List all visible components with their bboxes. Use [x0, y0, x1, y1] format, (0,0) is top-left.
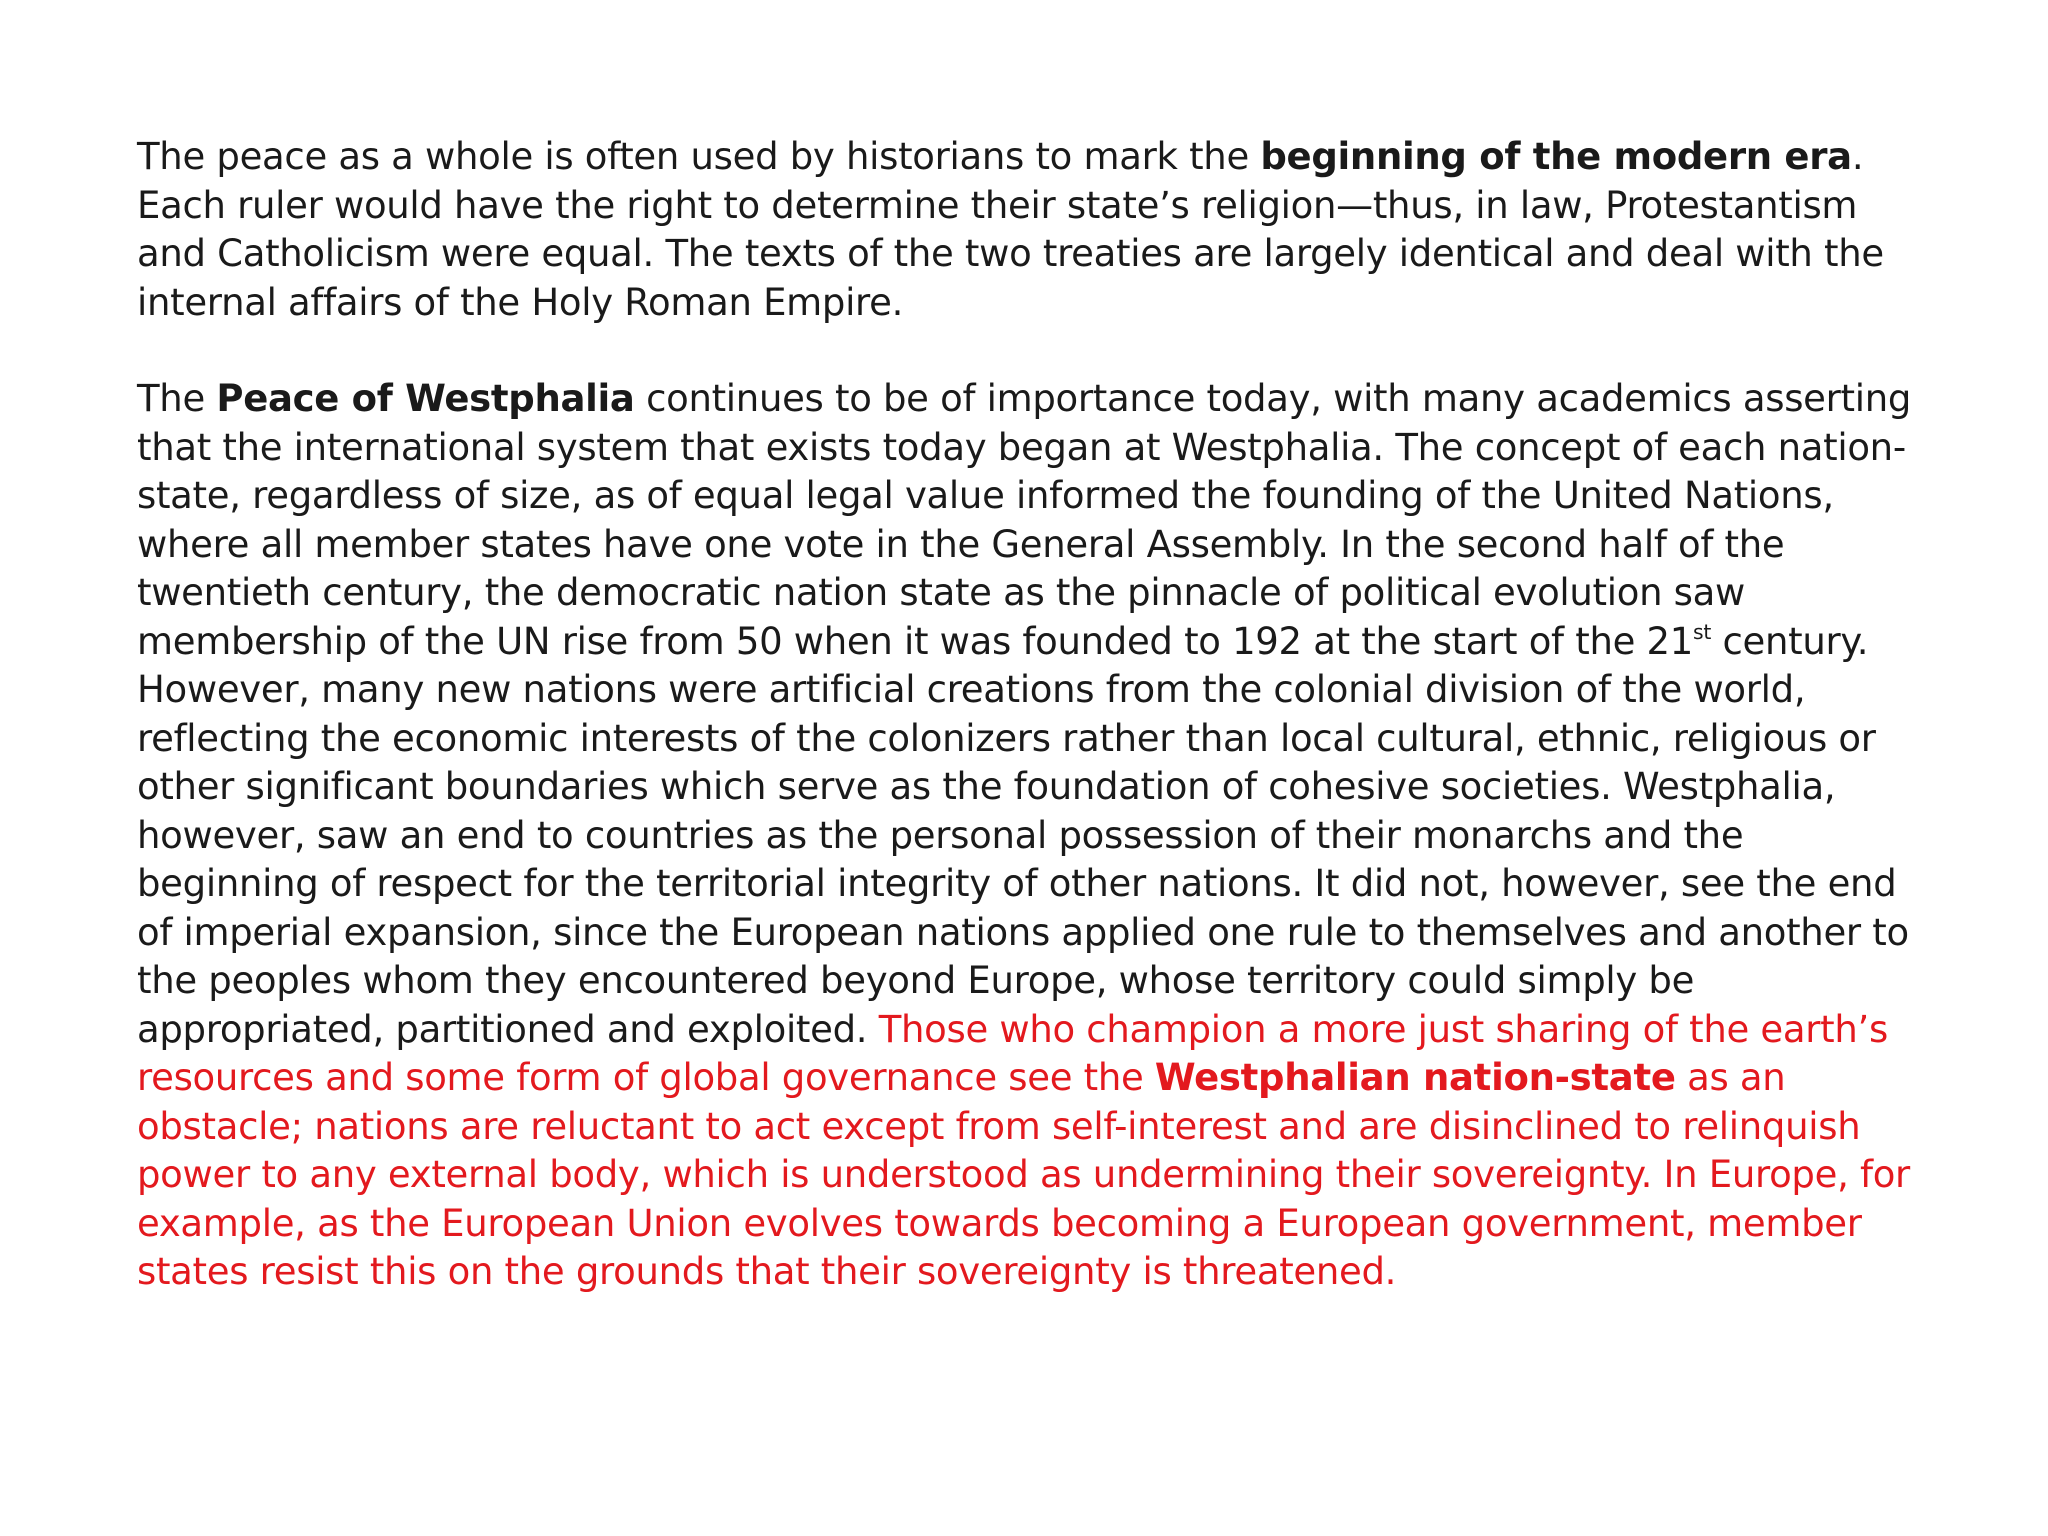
paragraph2-body-text-b: century. However, many new nations were artificial creations from the colonial division of the world, reflecting the economic interests of the colonizers rather than local cultural, ethnic, religious or other significant boundaries which serve as the foundation of cohesive societies. Westphalia, however, saw an end to countries as the personal possession of their monarchs and the beginning of respect for the territorial integrity of other nations. It did not, however, see the end of imperial expansion, since the European nations applied one rule to themselves and another to the peoples whom they encountered beyond Europe, whose territory could simply be appropriated, partitioned and exploited. [137, 619, 1909, 1051]
paragraph2-body-text-a: continues to be of importance today, with many academics asserting that the international system that exists today began at Westphalia. The concept of each nation-state, regardless of size, as of equal legal value informed the founding of the United Nations, where all member states have one vote in the General Assembly. In the second half of the twentieth century, the democratic nation state as the pinnacle of political evolution saw membership of the UN rise from 50 when it was founded to 192 at the start of the 21 [137, 377, 1912, 663]
highlighted-text-a: Those who champion a more just sharing of the earth’s resources and some form of global governance see the [137, 1007, 1888, 1099]
paragraph-westphalia-importance [137, 375, 1927, 1297]
paragraph1-intro-text: The peace as a whole is often used by historians to mark the [137, 135, 1261, 178]
emphasis-peace-of-westphalia: Peace of Westphalia [216, 377, 635, 420]
paragraph1-body-text: . Each ruler would have the right to determine their state’s religion—thus, in law, Protestantism and Catholicism were equal. The texts of the two treaties are largely identical and deal with the internal affairs of the Holy Roman Empire. [137, 135, 1884, 324]
ordinal-superscript: st [1693, 619, 1711, 644]
emphasis-westphalian-nation-state: Westphalian nation-state [1154, 1056, 1676, 1099]
emphasis-modern-era: beginning of the modern era [1260, 135, 1852, 178]
slide-body [137, 133, 1927, 1297]
highlighted-text-b: as an obstacle; nations are reluctant to act except from self-interest and are disinclined to relinquish power to any external body, which is understood as undermining their sovereignty. In Europe, for example, as the European Union evolves towards becoming a European government, member states resist this on the grounds that their sovereignty is threatened. [137, 1056, 1910, 1293]
paragraph-modern-era [137, 133, 1927, 327]
paragraph2-lead-text: The [137, 377, 217, 420]
